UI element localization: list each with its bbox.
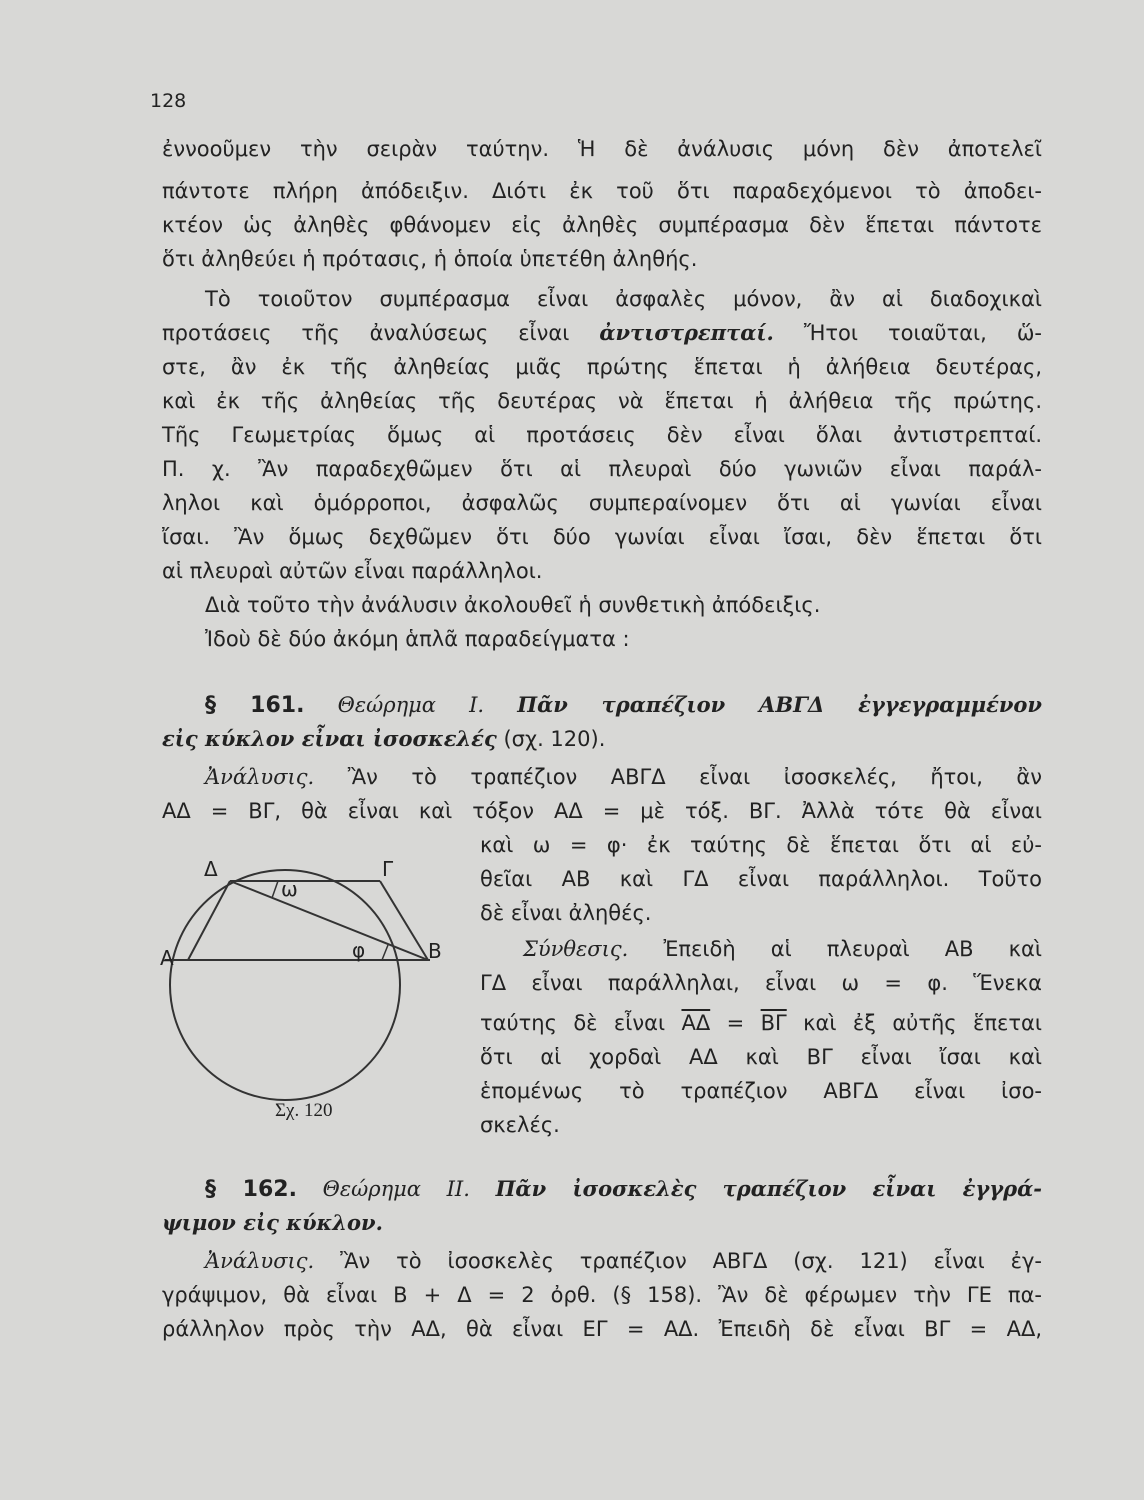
- text-span: Ἤτοι τοιαῦται, ὥ-: [803, 321, 1042, 345]
- theorem-label: Θεώρημα ΙΙ.: [322, 1177, 470, 1201]
- equals-sign: =: [726, 1011, 745, 1035]
- text-line: ληλοι καὶ ὁμόρροποι, ἀσφαλῶς συμπεραίνομεν ὅτι αἱ γωνίαι εἶναι: [162, 491, 1042, 515]
- text-line: [523, 932, 1042, 966]
- text-line: κτέον ὡς ἀληθὲς φθάνομεν εἰς ἀληθὲς συμπέρασμα δὲν ἕπεται πάντοτε: [162, 213, 1042, 237]
- theorem-statement: Πᾶν ἰσοσκελὲς τραπέζιον εἶναι ἐγγρά-: [495, 1176, 1042, 1201]
- arc-bg: $\overline{B\Gamma}$: [760, 1011, 787, 1035]
- figure-120-diagram: [160, 860, 460, 1130]
- text-span: Ἐπειδὴ αἱ πλευραὶ ΑΒ καὶ: [663, 937, 1042, 961]
- section-number: § 161.: [205, 693, 305, 718]
- text-span: Ἂν τὸ ἰσοσκελὲς τραπέζιον ΑΒΓΔ (σχ. 121) εἶναι ἐγ-: [340, 1249, 1042, 1273]
- text-span: καὶ ἐξ αὐτῆς ἕπεται: [803, 1011, 1042, 1035]
- text-line: [205, 1244, 1042, 1278]
- analysis-label: Ἀνάλυσις.: [205, 765, 315, 789]
- text-line: ὅτι αἱ χορδαὶ ΑΔ καὶ ΒΓ εἶναι ἴσαι καὶ: [480, 1045, 1042, 1069]
- text-line: δὲ εἶναι ἀληθές.: [480, 901, 652, 925]
- text-span: προτάσεις τῆς ἀναλύσεως εἶναι: [162, 321, 570, 345]
- text-line: ἴσαι. Ἂν ὅμως δεχθῶμεν ὅτι δύο γωνίαι εἶναι ἴσαι, δὲν ἕπεται ὅτι: [162, 525, 1042, 549]
- text-line: στε, ἂν ἐκ τῆς ἀληθείας μιᾶς πρώτης ἕπεται ἡ ἀλήθεια δευτέρας,: [162, 355, 1042, 379]
- figure-caption: Σχ. 120: [275, 1100, 333, 1121]
- text-line: ράλληλον πρὸς τὴν ΑΔ, θὰ εἶναι ΕΓ = ΑΔ. Ἐπειδὴ δὲ εἶναι ΒΓ = ΑΔ,: [162, 1317, 1042, 1341]
- text-span: Ἂν τὸ τραπέζιον ΑΒΓΔ εἶναι ἰσοσκελές, ἤτοι, ἂν: [347, 765, 1042, 789]
- text-span: ταύτης δὲ εἶναι: [480, 1011, 666, 1035]
- text-line: ὅτι ἀληθεύει ἡ πρότασις, ἡ ὁποία ὑπετέθη ἀληθής.: [162, 247, 698, 271]
- text-line: θεῖαι ΑΒ καὶ ΓΔ εἶναι παράλληλοι. Τοῦτο: [480, 867, 1042, 891]
- text-line: Τῆς Γεωμετρίας ὅμως αἱ προτάσεις δὲν εἶναι ὅλαι ἀντιστρεπταί.: [162, 423, 1042, 447]
- text-line: [162, 316, 1042, 350]
- text-line: [162, 1206, 1042, 1240]
- text-line: καὶ ω = φ· ἐκ ταύτης δὲ ἕπεται ὅτι αἱ εὐ-: [480, 833, 1042, 857]
- figure-reference: (σχ. 120).: [503, 727, 606, 751]
- term-emphasis: ἀντιστρεπταί.: [599, 320, 774, 345]
- text-line: σκελές.: [480, 1113, 560, 1137]
- text-line: ἑπομένως τὸ τραπέζιον ΑΒΓΔ εἶναι ἰσο-: [480, 1079, 1042, 1103]
- text-line: Π. χ. Ἂν παραδεχθῶμεν ὅτι αἱ πλευραὶ δύο γωνιῶν εἶναι παράλ-: [162, 457, 1042, 481]
- side-ad: [188, 881, 230, 960]
- synthesis-label: Σύνθεσις.: [523, 937, 629, 961]
- theorem-statement: εἰς κύκλον εἶναι ἰσοσκελές: [162, 726, 497, 751]
- text-line: ΓΔ εἶναι παράλληλαι, εἶναι ω = φ. Ἕνεκα: [480, 971, 1042, 995]
- label-phi: φ: [352, 938, 366, 962]
- text-line: Ἰδοὺ δὲ δύο ἀκόμη ἁπλᾶ παραδείγματα :: [205, 627, 630, 651]
- text-line: πάντοτε πλήρη ἀπόδειξιν. Διότι ἐκ τοῦ ὅτι παραδεχόμενοι τὸ ἀποδει-: [162, 179, 1042, 203]
- label-beta: Β: [428, 939, 442, 963]
- angle-omega-mark: [272, 881, 278, 898]
- text-line: Διὰ τοῦτο τὴν ἀνάλυσιν ἀκολουθεῖ ἡ συνθετικὴ ἀπόδειξις.: [205, 593, 821, 617]
- section-161-heading: [205, 688, 1042, 723]
- text-line: Τὸ τοιοῦτον συμπέρασμα εἶναι ἀσφαλὲς μόνον, ἂν αἱ διαδοχικαὶ: [205, 287, 1042, 311]
- analysis-label: Ἀνάλυσις.: [205, 1249, 315, 1273]
- text-line: [205, 760, 1042, 794]
- text-line: [480, 1006, 1042, 1040]
- theorem-label: Θεώρημα Ι.: [337, 693, 485, 717]
- page-number: 128: [150, 90, 187, 112]
- text-line: αἱ πλευραὶ αὐτῶν εἶναι παράλληλοι.: [162, 559, 543, 583]
- label-gamma: Γ: [382, 860, 394, 881]
- label-delta: Δ: [204, 860, 218, 881]
- circumscribed-circle: [170, 870, 400, 1100]
- angle-phi-mark: [382, 945, 388, 960]
- text-line: γράψιμον, θὰ εἶναι Β + Δ = 2 ὀρθ. (§ 158). Ἂν δὲ φέρωμεν τὴν ΓΕ πα-: [162, 1283, 1042, 1307]
- arc-ad: $\overline{A\Delta}$: [681, 1011, 711, 1035]
- section-number: § 162.: [205, 1177, 297, 1202]
- text-line: [162, 722, 1042, 756]
- text-line: ἐννοοῦμεν τὴν σειρὰν ταύτην. Ἡ δὲ ἀνάλυσις μόνη δὲν ἀποτελεῖ: [162, 137, 1042, 161]
- theorem-statement: Πᾶν τραπέζιον ΑΒΓΔ ἐγγεγραμμένον: [517, 692, 1042, 717]
- text-line: ΑΔ = ΒΓ, θὰ εἶναι καὶ τόξον ΑΔ = μὲ τόξ. ΒΓ. Ἀλλὰ τότε θὰ εἶναι: [162, 799, 1042, 823]
- section-162-heading: [205, 1172, 1042, 1207]
- diagonal-db: [230, 881, 428, 960]
- label-alpha: Α: [160, 946, 174, 970]
- text-line: καὶ ἐκ τῆς ἀληθείας τῆς δευτέρας νὰ ἕπεται ἡ ἀλήθεια τῆς πρώτης.: [162, 389, 1042, 413]
- label-omega: ω: [281, 877, 298, 901]
- theorem-statement: ψιμον εἰς κύκλον.: [162, 1210, 383, 1235]
